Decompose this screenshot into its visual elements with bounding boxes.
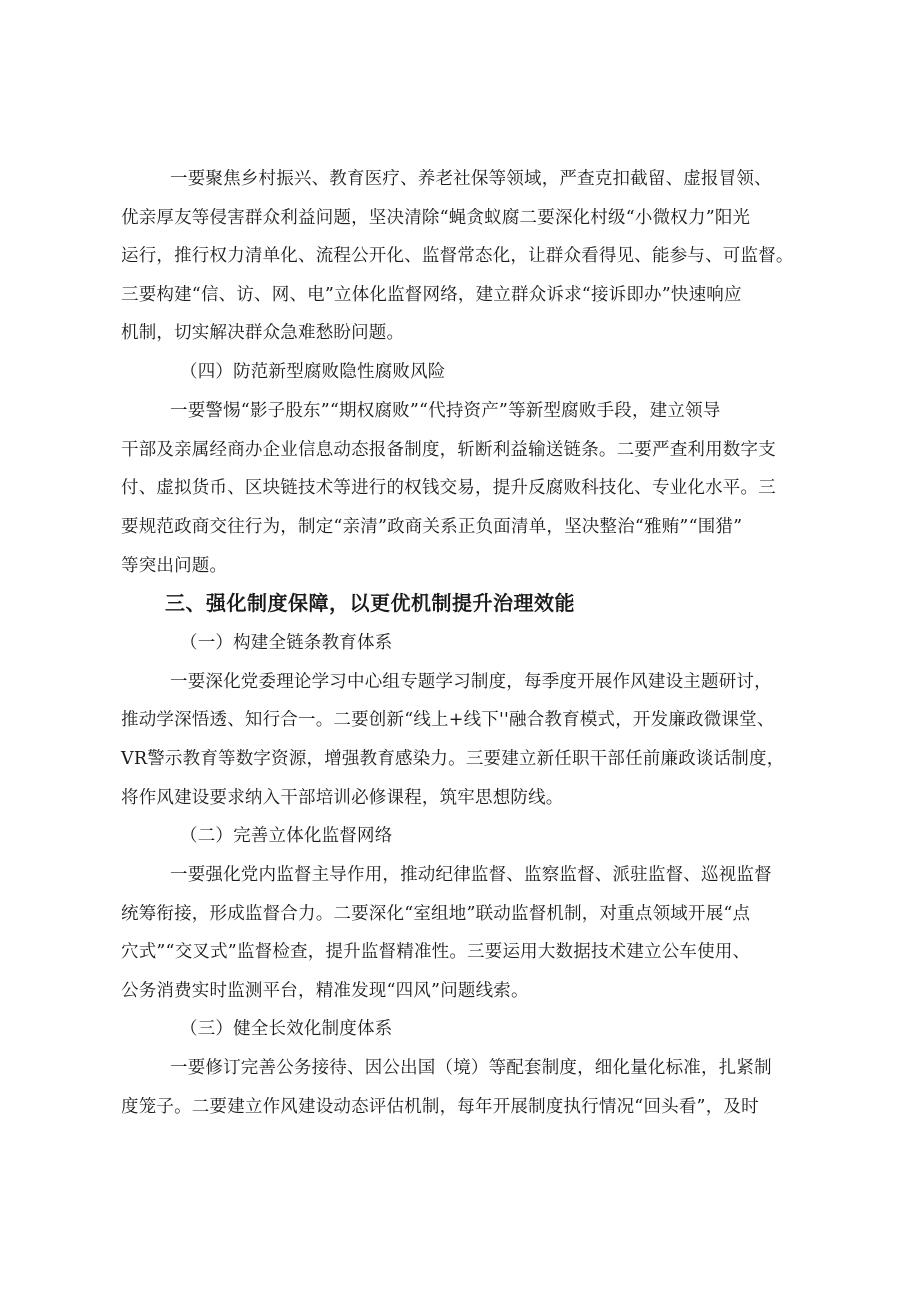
paragraph-line: 等突出问题。 (121, 556, 228, 576)
subsection-heading: （一）构建全链条教育体系 (180, 633, 393, 653)
paragraph-line-first: 一要深化党委理论学习中心组专题学习制度，每季度开展作风建设主题研讨， (170, 672, 772, 692)
paragraph-line-first: 一要强化党内监督主导作用，推动纪律监督、监察监督、派驻监督、巡视监督 (170, 865, 772, 885)
paragraph-line: 机制，切实解决群众急难愁盼问题。 (121, 323, 405, 343)
paragraph-line: 公务消费实时监测平台，精准发现“四风”问题线索。 (121, 981, 529, 1001)
paragraph-line: 付、虚拟货币、区块链技术等进行的权钱交易，提升反腐败科技化、专业化水平。三 (121, 478, 776, 498)
subsection-heading: （三）健全长效化制度体系 (180, 1019, 393, 1039)
paragraph-line: 将作风建设要求纳入干部培训必修课程，筑牢思想防线。 (121, 788, 564, 808)
section-heading: 三、强化制度保障，以更优机制提升治理效能 (165, 591, 575, 615)
paragraph-line: 统筹衔接，形成监督合力。二要深化“室组地”联动监督机制，对重点领域开展“点 (121, 904, 751, 924)
paragraph-line: 优亲厚友等侵害群众利益问题，坚决清除“蝇贪蚁腐二要深化村级“小微权力”阳光 (121, 208, 751, 228)
paragraph-line: 穴式”“交叉式”监督检查，提升监督精准性。三要运用大数据技术建立公车使用、 (121, 942, 751, 962)
paragraph-line: 度笼子。二要建立作风建设动态评估机制，每年开展制度执行情况“回头看”，及时 (121, 1097, 759, 1117)
paragraph-line: 推动学深悟透、知行合一。二要创新“线上+线下''融合教育模式，开发廉政微课堂、 (121, 710, 775, 730)
paragraph-line-first: 一要警惕“影子股东”“期权腐败”“代持资产”等新型腐败手段，建立领导 (170, 401, 721, 421)
subsection-heading: （二）完善立体化监督网络 (180, 826, 393, 846)
paragraph-line-first: 一要修订完善公务接待、因公出国（境）等配套制度，细化量化标准，扎紧制 (170, 1058, 772, 1078)
paragraph-line: 要规范政商交往行为，制定“亲清”政商关系正负面清单，坚决整治“雅贿”“围猎” (121, 517, 743, 537)
paragraph-line-first: 一要聚焦乡村振兴、教育医疗、养老社保等领域，严查克扣截留、虚报冒领、 (170, 169, 772, 189)
paragraph-line: VR警示教育等数字资源，增强教育感染力。三要建立新任职干部任前廉政谈话制度， (121, 749, 785, 769)
paragraph-line: 三要构建“信、访、网、电”立体化监督网络，建立群众诉求“接诉即办”快速响应 (121, 285, 742, 305)
paragraph-line: 干部及亲属经商办企业信息动态报备制度，斩断利益输送链条。二要严查利用数字支 (121, 440, 776, 460)
paragraph-line: 运行，推行权力清单化、流程公开化、监督常态化，让群众看得见、能参与、可监督。 (121, 246, 794, 266)
subsection-heading: （四）防范新型腐败隐性腐败风险 (180, 362, 446, 382)
